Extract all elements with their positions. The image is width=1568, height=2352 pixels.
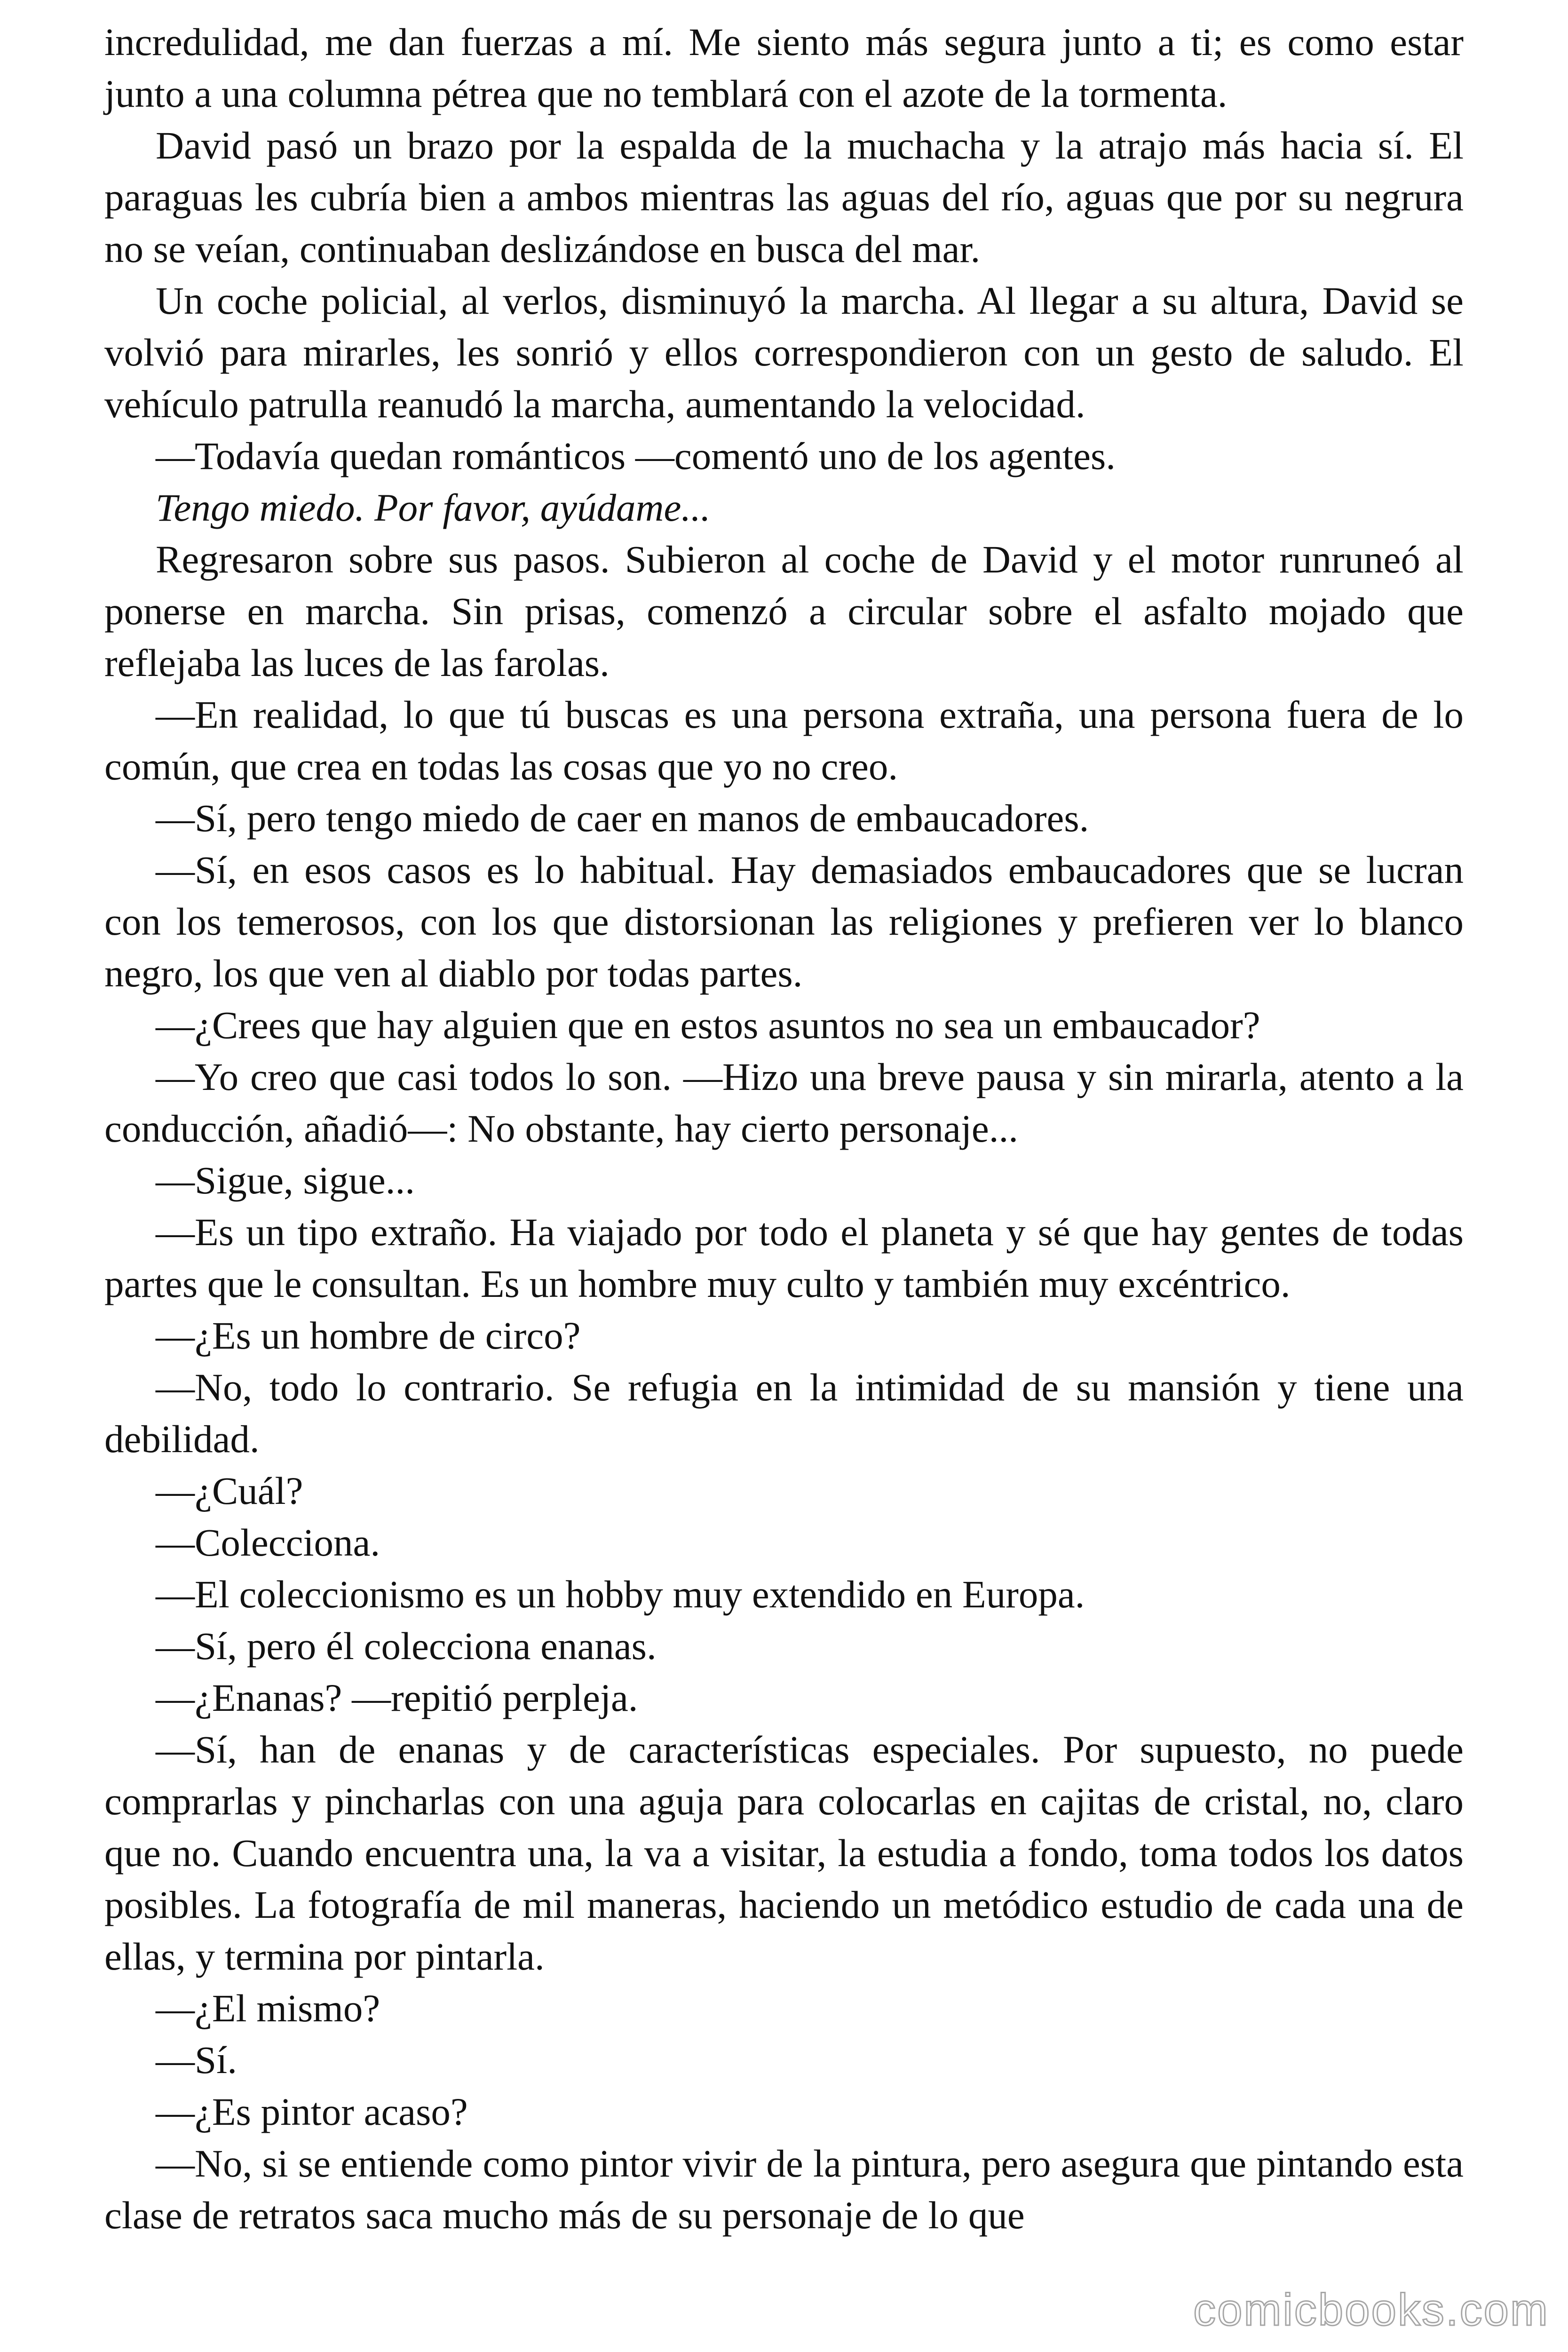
dialogue-line: —Yo creo que casi todos lo son. —Hizo una breve pausa y sin mirarla, atento a la conducción, añadió—: No obstante, hay cierto personaje... — [104, 1055, 1464, 1150]
dialogue-line: —Todavía quedan románticos —comentó uno de los agentes. — [156, 434, 1116, 477]
paragraph: Regresaron sobre sus pasos. Subieron al coche de David y el motor runruneó al ponerse en marcha. Sin prisas, comenzó a circular sobre el asfalto mojado que reflejaba las luces de las farolas. — [104, 538, 1464, 684]
paragraph: David pasó un brazo por la espalda de la muchacha y la atrajo más hacia sí. El paraguas les cubría bien a ambos mientras las aguas del río, aguas que por su negrura no se veían, continuaban deslizándose en busca del mar. — [104, 124, 1464, 270]
dialogue-line: —Sí. — [156, 2038, 237, 2082]
dialogue-line: —Sigue, sigue... — [156, 1159, 415, 1202]
dialogue-line: —No, si se entiende como pintor vivir de la pintura, pero asegura que pintando esta clase de retratos saca mucho más de su personaje de lo que — [104, 2142, 1464, 2237]
italic-thought-line: Tengo miedo. Por favor, ayúdame... — [156, 486, 711, 529]
dialogue-line: —No, todo lo contrario. Se refugia en la intimidad de su mansión y tiene una debilidad. — [104, 1366, 1464, 1461]
dialogue-line: —¿Es pintor acaso? — [156, 2090, 468, 2133]
site-watermark: comicbooks.com — [1193, 2285, 1549, 2335]
book-page — [104, 16, 1464, 2241]
dialogue-line: —Es un tipo extraño. Ha viajado por todo el planeta y sé que hay gentes de todas partes que le consultan. Es un hombre muy culto y también muy excéntrico. — [104, 1210, 1464, 1305]
dialogue-line: —Sí, han de enanas y de características especiales. Por supuesto, no puede comprarlas y pincharlas con una aguja para colocarlas en cajitas de cristal, no, claro que no. Cuando encuentra una, la va a visitar, la estudia a fondo, toma todos los datos posibles. La fotografía de mil maneras, haciendo un metódico estudio de cada una de ellas, y termina por pintarla. — [104, 1728, 1464, 1978]
dialogue-line: —En realidad, lo que tú buscas es una persona extraña, una persona fuera de lo común, que crea en todas las cosas que yo no creo. — [104, 693, 1464, 788]
dialogue-line: —Colecciona. — [156, 1521, 380, 1564]
dialogue-line: —Sí, pero tengo miedo de caer en manos de embaucadores. — [156, 796, 1089, 840]
paragraph: Un coche policial, al verlos, disminuyó la marcha. Al llegar a su altura, David se volvió para mirarles, les sonrió y ellos correspondieron con un gesto de saludo. El vehículo patrulla reanudó la marcha, aumentando la velocidad. — [104, 279, 1464, 426]
dialogue-line: —El coleccionismo es un hobby muy extendido en Europa. — [156, 1573, 1085, 1616]
dialogue-line: —¿Es un hombre de circo? — [156, 1314, 581, 1357]
dialogue-line: —¿Cuál? — [156, 1469, 303, 1512]
paragraph: incredulidad, me dan fuerzas a mí. Me siento más segura junto a ti; es como estar junto a una columna pétrea que no temblará con el azote de la tormenta. — [104, 20, 1464, 115]
dialogue-line: —¿El mismo? — [156, 1986, 380, 2030]
dialogue-line: —¿Enanas? —repitió perpleja. — [156, 1676, 638, 1719]
dialogue-line: —Sí, en esos casos es lo habitual. Hay demasiados embaucadores que se lucran con los temerosos, con los que distorsionan las religiones y prefieren ver lo blanco negro, los que ven al diablo por todas partes. — [104, 848, 1464, 995]
dialogue-line: —¿Crees que hay alguien que en estos asuntos no sea un embaucador? — [156, 1003, 1260, 1047]
dialogue-line: —Sí, pero él colecciona enanas. — [156, 1624, 657, 1668]
